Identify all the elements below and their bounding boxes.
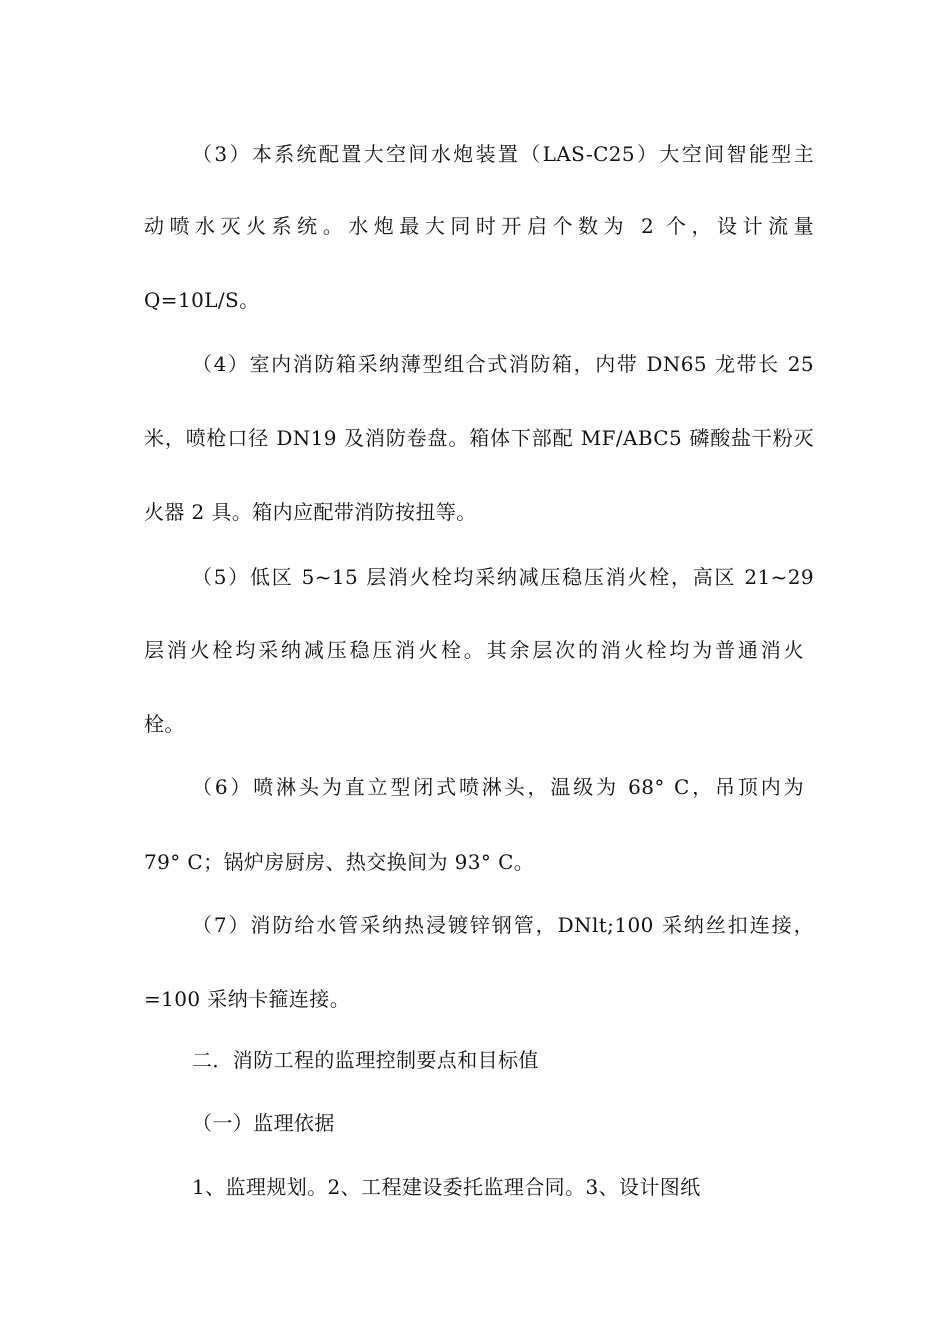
paragraph-7-line-1: （7）消防给水管采纳热浸镀锌钢管，DNlt;100 采纳丝扣连接，: [192, 913, 814, 937]
section-heading-2: 二．消防工程的监理控制要点和目标值: [192, 1048, 539, 1072]
paragraph-4-line-3: 火器 2 具。箱内应配带消防按扭等。: [144, 500, 477, 524]
paragraph-3-line-1: （3）本系统配置大空间水炮装置（LAS-C25）大空间智能型主: [192, 142, 814, 166]
paragraph-5-line-1: （5）低区 5~15 层消火栓均采纳减压稳压消火栓，高区 21~29: [192, 565, 814, 589]
paragraph-7-line-2: =100 采纳卡箍连接。: [144, 987, 351, 1011]
basis-list-line: 1、监理规划。2、工程建设委托监理合同。3、设计图纸: [192, 1175, 701, 1199]
subsection-heading-1: （一）监理依据: [192, 1111, 335, 1135]
paragraph-6-line-1: （6）喷淋头为直立型闭式喷淋头，温级为 68° C，吊顶内为: [192, 775, 804, 799]
paragraph-3-line-3: Q=10L/S。: [144, 288, 260, 312]
paragraph-3-line-2: 动喷水灭火系统。水炮最大同时开启个数为 2 个，设计流量: [144, 214, 814, 238]
paragraph-4-line-1: （4）室内消防箱采纳薄型组合式消防箱，内带 DN65 龙带长 25: [192, 352, 814, 376]
paragraph-6-line-2: 79° C；锅炉房厨房、热交换间为 93° C。: [144, 850, 535, 874]
paragraph-4-line-2: 米，喷枪口径 DN19 及消防卷盘。箱体下部配 MF/ABC5 磷酸盐干粉灭: [144, 426, 814, 450]
paragraph-5-line-3: 栓。: [144, 712, 185, 736]
paragraph-5-line-2: 层消火栓均采纳减压稳压消火栓。其余层次的消火栓均为普通消火: [144, 638, 804, 662]
